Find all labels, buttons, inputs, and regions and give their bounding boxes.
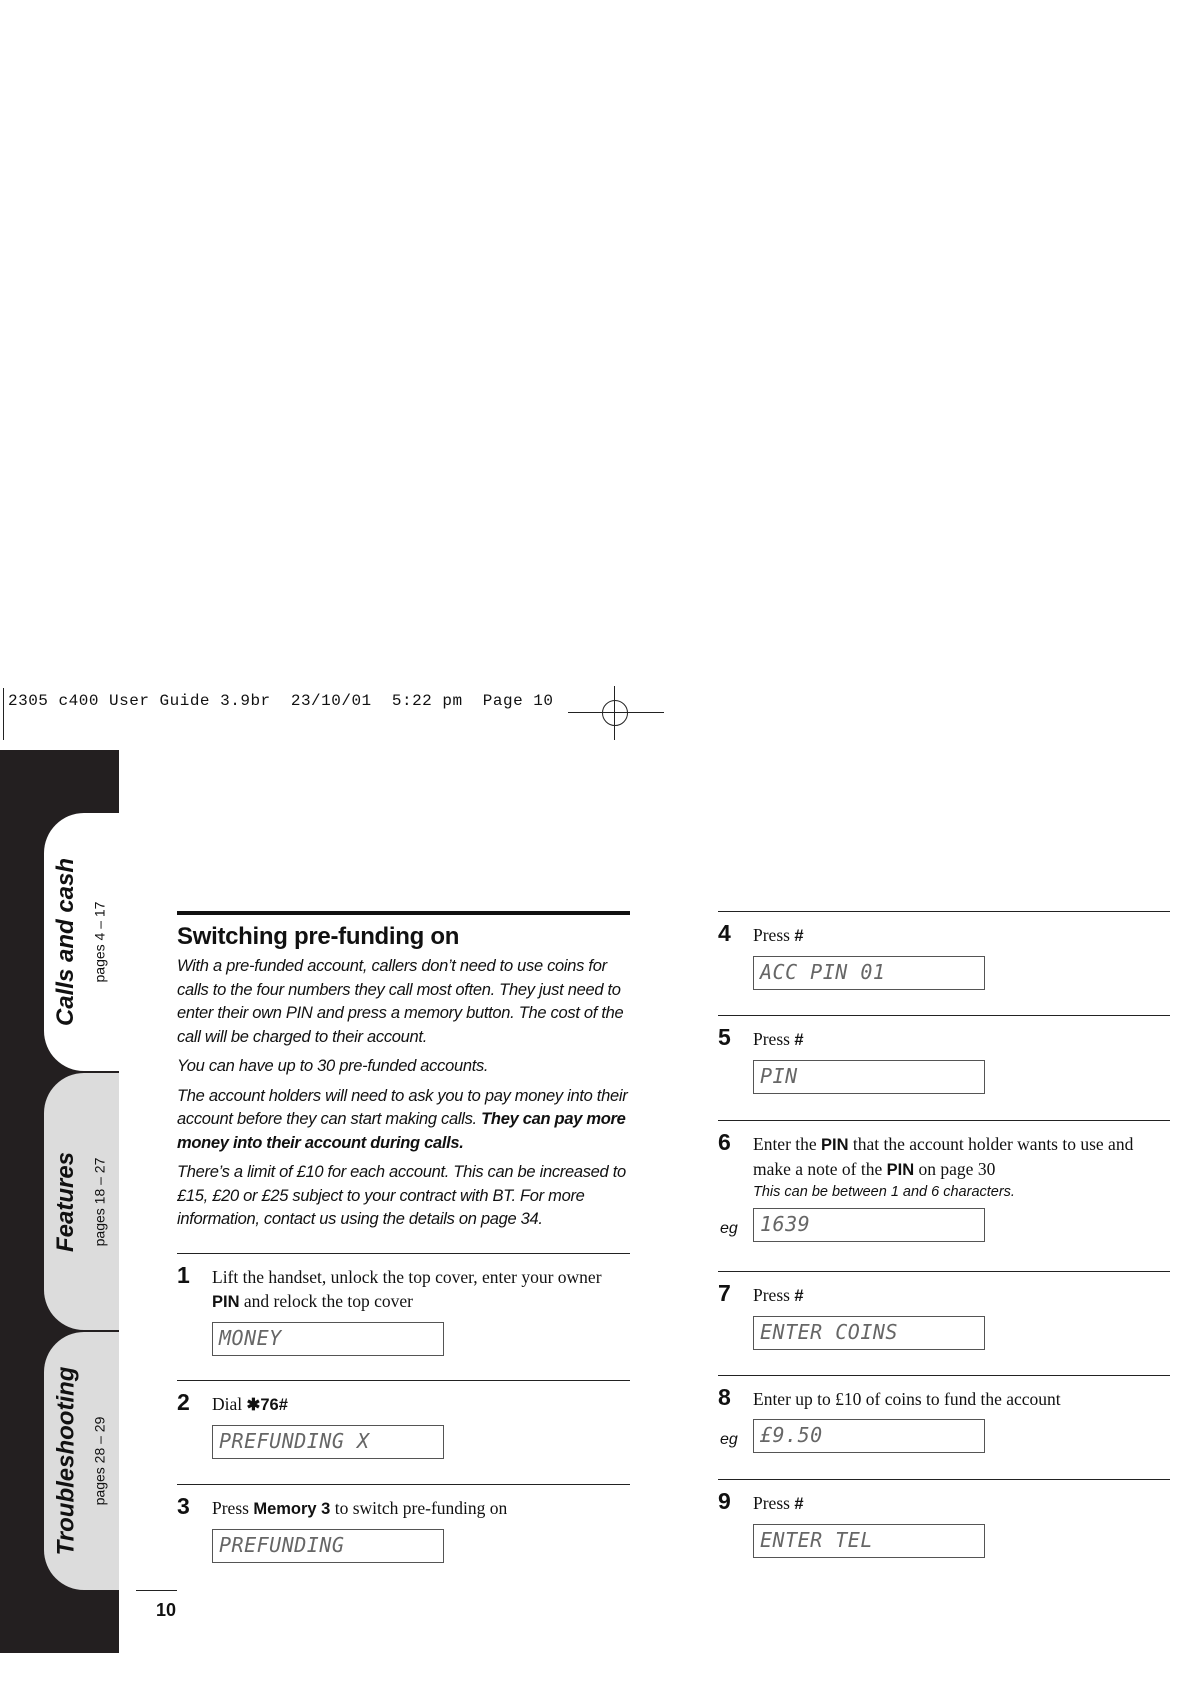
hash-key-label: #: [794, 1287, 804, 1305]
hash-key-label: #: [794, 1031, 804, 1049]
intro-emphasis: They can pay more money into their account during calls.: [177, 1110, 626, 1152]
step-instruction: [753, 1016, 1170, 1052]
hash-key-label: #: [794, 927, 804, 945]
step-number: 8: [718, 1384, 731, 1410]
step-text: and relock the top cover: [239, 1291, 413, 1311]
lcd-display: MONEY: [212, 1322, 444, 1356]
registration-mark-circle: [602, 700, 628, 726]
step-text: on page 30: [914, 1159, 996, 1179]
lcd-display: £9.50: [753, 1419, 985, 1453]
lcd-display: PREFUNDING: [212, 1529, 444, 1563]
step-text: Press: [212, 1498, 254, 1518]
page-number: 10: [156, 1600, 177, 1620]
tab-troubleshooting[interactable]: [44, 1332, 119, 1590]
key-label: PIN: [821, 1136, 849, 1154]
step-5: [718, 1015, 1170, 1094]
step-8: [718, 1375, 1170, 1453]
tab-title: Features: [52, 1151, 80, 1252]
step-instruction: [753, 1121, 1170, 1182]
tab-features[interactable]: [44, 1073, 119, 1330]
step-4: [718, 911, 1170, 990]
step-instruction: [212, 1485, 630, 1521]
step-number: 9: [718, 1488, 731, 1514]
step-number: 5: [718, 1024, 731, 1050]
tab-title: Troubleshooting: [52, 1366, 80, 1556]
heading-rule: [177, 911, 630, 915]
step-instruction: [212, 1254, 630, 1314]
tab-pages: pages 4 – 17: [91, 901, 107, 983]
tab-title: Calls and cash: [52, 857, 80, 1027]
step-text: Press: [753, 1493, 795, 1513]
crop-mark: [3, 688, 4, 740]
lcd-display: ENTER COINS: [753, 1316, 985, 1350]
lcd-display: ENTER TEL: [753, 1524, 985, 1558]
lcd-display: 1639: [753, 1208, 985, 1242]
step-number: 1: [177, 1262, 190, 1288]
tab-calls-and-cash[interactable]: [44, 813, 119, 1071]
step-text: Press: [753, 925, 795, 945]
step-text: Press: [753, 1285, 795, 1305]
step-instruction: Enter up to £10 of coins to fund the account: [753, 1389, 1061, 1409]
intro-paragraph: [177, 1085, 630, 1156]
step-3: [177, 1484, 630, 1563]
key-label: Memory 3: [253, 1500, 331, 1518]
lcd-display: ACC PIN 01: [753, 956, 985, 990]
step-instruction: [753, 1480, 1170, 1516]
step-instruction: [212, 1381, 630, 1417]
step-note: This can be between 1 and 6 characters.: [753, 1184, 1015, 1200]
example-label: eg: [720, 1431, 738, 1448]
step-1: [177, 1253, 630, 1356]
step-text: that the account holder wants to use and make a note of the: [753, 1134, 1134, 1179]
step-text: Dial: [212, 1394, 247, 1414]
step-number: 4: [718, 920, 731, 946]
step-text: to switch pre-funding on: [330, 1498, 508, 1518]
key-label: PIN: [212, 1293, 240, 1311]
step-6: [718, 1120, 1170, 1242]
step-text: Enter the: [753, 1134, 822, 1154]
step-instruction: [753, 912, 1170, 948]
lcd-display: PIN: [753, 1060, 985, 1094]
step-number: 6: [718, 1129, 731, 1155]
tab-pages: pages 28 – 29: [91, 1416, 107, 1506]
tab-pages: pages 18 – 27: [91, 1157, 107, 1246]
step-text: Lift the handset, unlock the top cover, enter your owner: [212, 1267, 602, 1287]
step-text: Press: [753, 1029, 795, 1049]
intro-text: The account holders will need to ask you to pay money into their account before they can start making calls.: [177, 1086, 628, 1128]
page-number-rule: [136, 1590, 177, 1591]
step-number: 3: [177, 1493, 190, 1519]
hash-key-label: #: [794, 1495, 804, 1513]
page-title: Switching pre-funding on: [177, 923, 460, 950]
intro-paragraph: With a pre-funded account, callers don’t need to use coins for calls to the four numbers they call most often. They just need to enter their own PIN and press a memory button. The cost of the call will be charged to their account.: [177, 957, 624, 1046]
step-9: [718, 1479, 1170, 1558]
key-label: ✱76#: [246, 1396, 288, 1414]
intro-paragraph: There’s a limit of £10 for each account. This can be increased to £15, £20 or £25 subject to your contract with BT. For more information, contact us using the details on page 34.: [177, 1163, 626, 1228]
print-header: 2305 c400 User Guide 3.9br 23/10/01 5:22 pm Page 10: [8, 692, 554, 710]
lcd-display: PREFUNDING X: [212, 1425, 444, 1459]
intro-section: [177, 911, 630, 1238]
step-2: [177, 1380, 630, 1459]
example-label: eg: [720, 1220, 738, 1237]
step-number: 7: [718, 1280, 731, 1306]
step-7: [718, 1271, 1170, 1350]
step-instruction: [753, 1272, 1170, 1308]
intro-paragraph: You can have up to 30 pre-funded accounts.: [177, 1057, 489, 1075]
step-number: 2: [177, 1389, 190, 1415]
key-label: PIN: [886, 1161, 915, 1179]
